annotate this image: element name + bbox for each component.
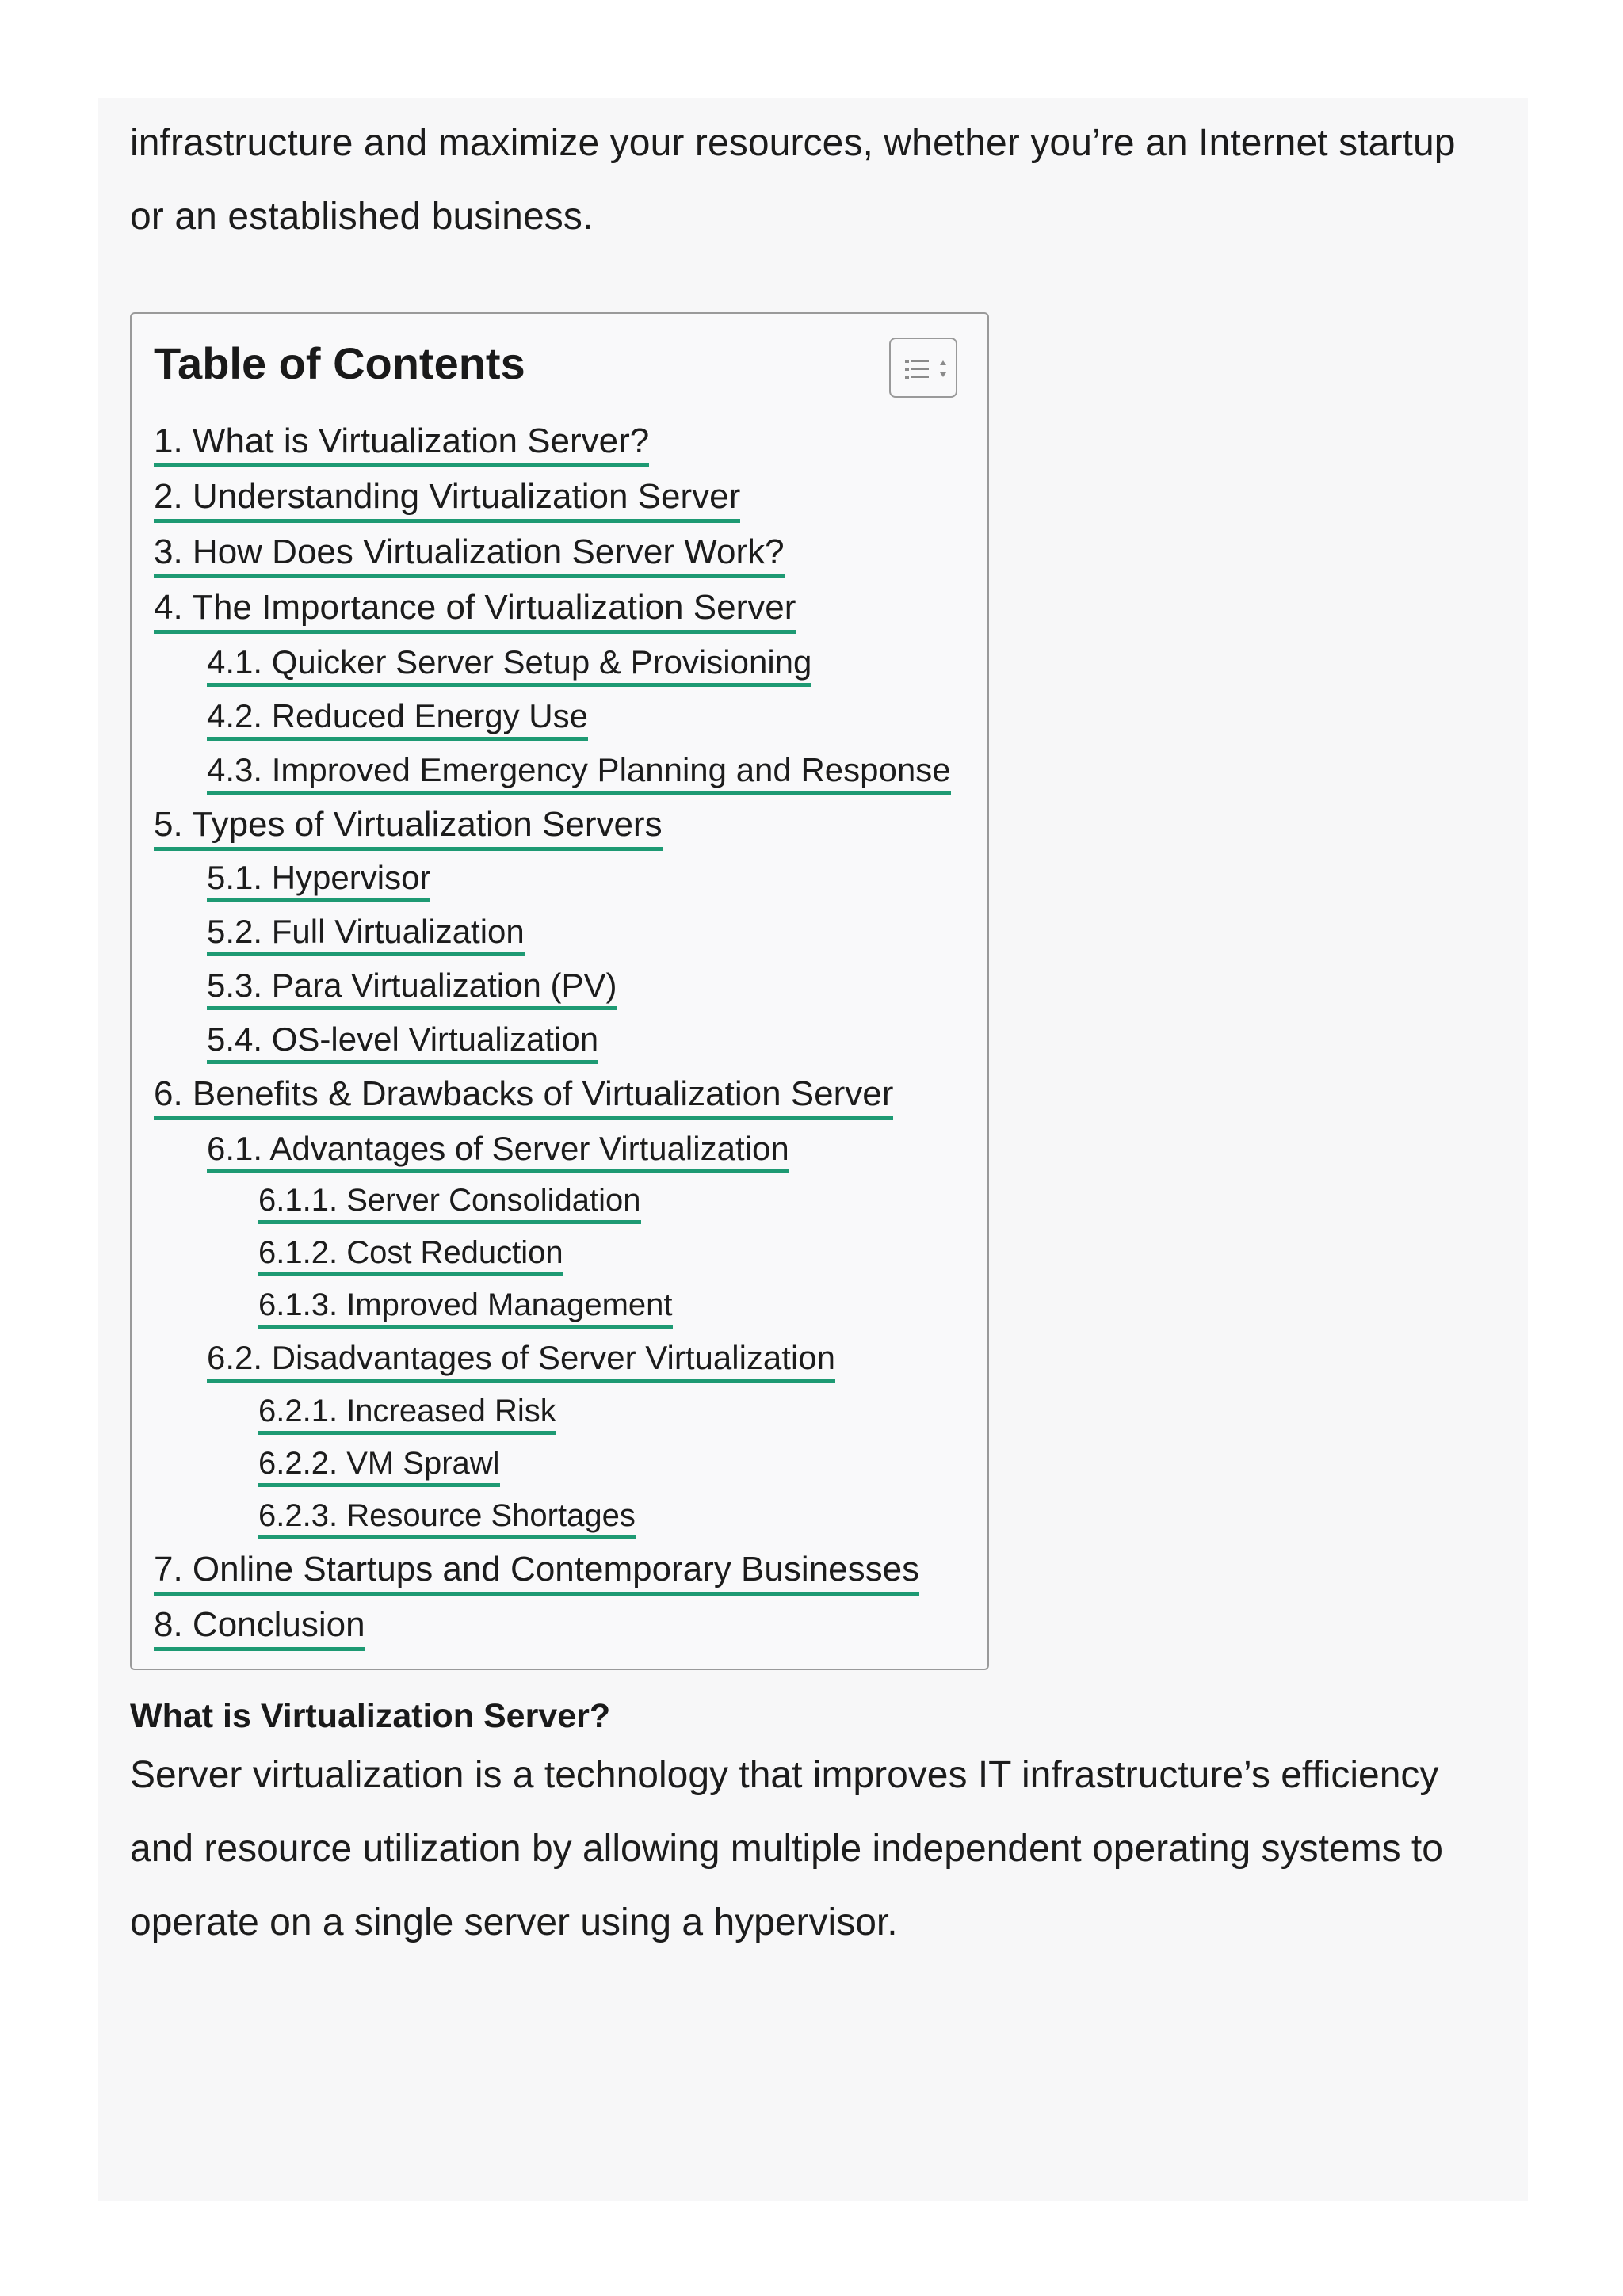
toc-link[interactable]: 8. Conclusion <box>154 1605 365 1651</box>
list-toggle-icon <box>891 339 959 399</box>
toc-link[interactable]: 5.2. Full Virtualization <box>207 913 525 956</box>
toc-link[interactable]: 5.3. Para Virtualization (PV) <box>207 967 617 1010</box>
toc-link[interactable]: 6.1.1. Server Consolidation <box>258 1182 641 1224</box>
toc-link[interactable]: 6.1.2. Cost Reduction <box>258 1234 563 1276</box>
toc-link[interactable]: 6.1. Advantages of Server Virtualization <box>207 1130 789 1173</box>
page-canvas <box>98 98 1528 2201</box>
toc-link[interactable]: 6.2.3. Resource Shortages <box>258 1497 636 1539</box>
intro-paragraph: infrastructure and maximize your resources, whether you’re an Internet startup or an established business. <box>130 122 1456 238</box>
section-heading: What is Virtualization Server? <box>130 1697 611 1735</box>
toc-link[interactable]: 2. Understanding Virtualization Server <box>154 477 740 523</box>
toc-link[interactable]: 6. Benefits & Drawbacks of Virtualization Server <box>154 1074 893 1120</box>
toc-link[interactable]: 4.1. Quicker Server Setup & Provisioning <box>207 643 812 687</box>
toc-link[interactable]: 4. The Importance of Virtualization Server <box>154 588 796 634</box>
toc-link[interactable]: 6.2.2. VM Sprawl <box>258 1445 500 1487</box>
toc-link[interactable]: 5.4. OS-level Virtualization <box>207 1020 598 1064</box>
toc-link[interactable]: 4.3. Improved Emergency Planning and Response <box>207 751 951 795</box>
toc-link[interactable]: 7. Online Startups and Contemporary Businesses <box>154 1550 919 1596</box>
table-of-contents <box>130 312 989 1670</box>
toc-link[interactable]: 5. Types of Virtualization Servers <box>154 805 663 851</box>
toc-link[interactable]: 1. What is Virtualization Server? <box>154 421 649 467</box>
toc-link[interactable]: 3. How Does Virtualization Server Work? <box>154 532 785 578</box>
toc-link[interactable]: 4.2. Reduced Energy Use <box>207 697 588 741</box>
toc-title: Table of Contents <box>154 338 525 388</box>
section-paragraph: Server virtualization is a technology that improves IT infrastructure’s efficiency and resource utilization by allowing multiple independent operating systems to operate on a single server using a hypervisor. <box>130 1754 1443 1943</box>
toc-toggle-button[interactable] <box>889 338 957 398</box>
article-content <box>130 98 1496 1943</box>
toc-link[interactable]: 5.1. Hypervisor <box>207 859 430 902</box>
toc-link[interactable]: 6.2. Disadvantages of Server Virtualization <box>207 1339 835 1383</box>
toc-link[interactable]: 6.2.1. Increased Risk <box>258 1393 556 1435</box>
toc-link[interactable]: 6.1.3. Improved Management <box>258 1287 673 1329</box>
